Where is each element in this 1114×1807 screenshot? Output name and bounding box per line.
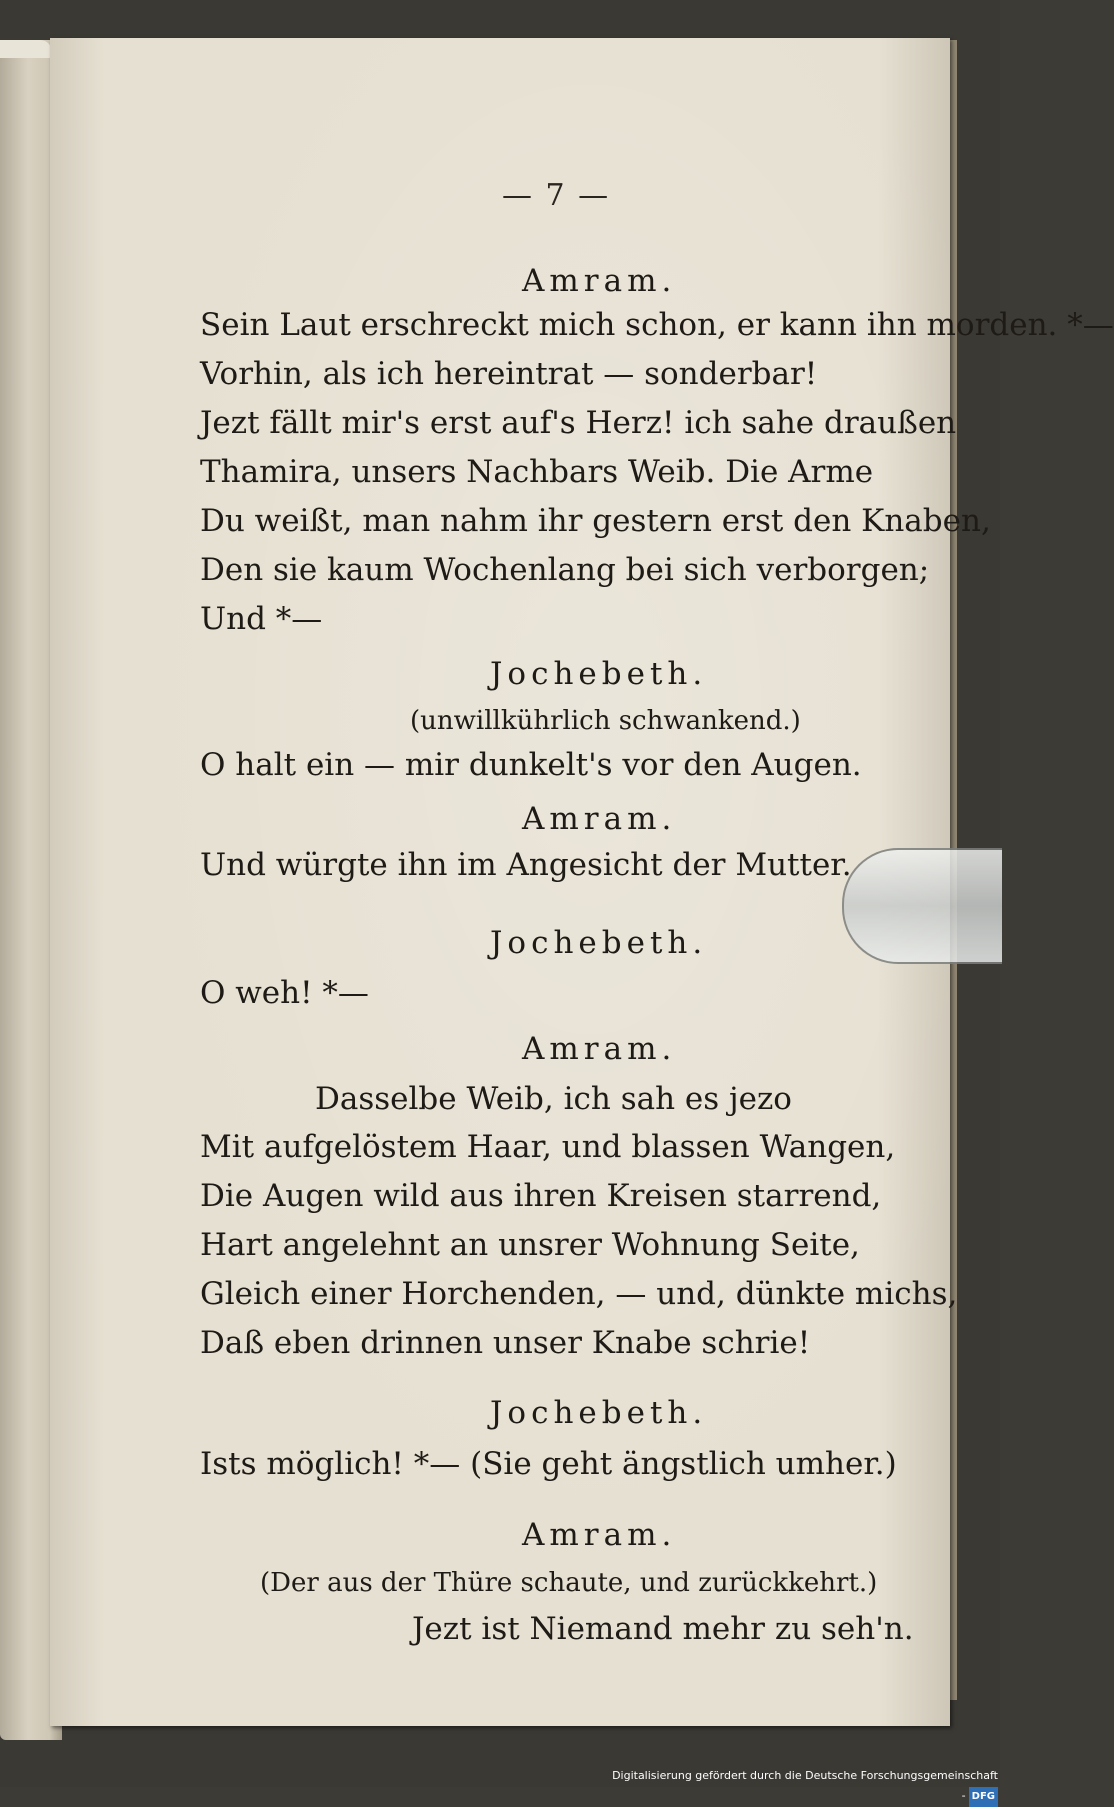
verse-line: O weh! *— xyxy=(200,975,369,1011)
verse-line: Dasselbe Weib, ich sah es jezo xyxy=(315,1081,792,1117)
speaker-label: Amram. xyxy=(522,1031,677,1067)
dfg-logo: DFG xyxy=(969,1787,998,1807)
verse-line: Den sie kaum Wochenlang bei sich verborgen; xyxy=(200,552,930,588)
footer-text: Digitalisierung gefördert durch die Deutsche Forschungsgemeinschaft - xyxy=(612,1769,998,1802)
digitization-footer xyxy=(610,1766,998,1802)
verse-line: Sein Laut erschreckt mich schon, er kann ihn morden. *— xyxy=(200,307,1114,343)
verse-line: Und *— xyxy=(200,601,323,637)
verse-line: Ists möglich! *— (Sie geht ängstlich umher.) xyxy=(200,1446,897,1482)
verse-line: Thamira, unsers Nachbars Weib. Die Arme xyxy=(200,454,874,490)
speaker-label: Jochebeth. xyxy=(490,656,708,692)
verse-line: Jezt fällt mir's erst auf's Herz! ich sahe draußen xyxy=(200,405,957,441)
verse-line: Und würgte ihn im Angesicht der Mutter. xyxy=(200,847,852,883)
stage-direction: (unwillkührlich schwankend.) xyxy=(410,706,801,736)
speaker-label: Jochebeth. xyxy=(490,925,708,961)
speaker-label: Amram. xyxy=(522,1517,677,1553)
verse-line: Gleich einer Horchenden, — und, dünkte michs, xyxy=(200,1276,958,1312)
left-page-corner xyxy=(0,40,52,58)
verse-line: O halt ein — mir dunkelt's vor den Augen. xyxy=(200,747,862,783)
book-page xyxy=(50,38,1114,1726)
page-clip xyxy=(842,848,1002,964)
verse-line: Jezt ist Niemand mehr zu seh'n. xyxy=(412,1611,914,1647)
verse-line: Die Augen wild aus ihren Kreisen starrend, xyxy=(200,1178,882,1214)
page-number: — 7 — xyxy=(502,178,611,213)
verse-line: Du weißt, man nahm ihr gestern erst den Knaben, xyxy=(200,503,991,539)
verse-line: Vorhin, als ich hereintrat — sonderbar! xyxy=(200,356,818,392)
verse-line: Hart angelehnt an unsrer Wohnung Seite, xyxy=(200,1227,860,1263)
verse-line: Mit aufgelöstem Haar, und blassen Wangen, xyxy=(200,1129,896,1165)
speaker-label: Amram. xyxy=(522,801,677,837)
verse-line: Daß eben drinnen unser Knabe schrie! xyxy=(200,1325,811,1361)
speaker-label: Amram. xyxy=(522,263,677,299)
stage-direction: (Der aus der Thüre schaute, und zurückkehrt.) xyxy=(260,1568,878,1598)
speaker-label: Jochebeth. xyxy=(490,1395,708,1431)
